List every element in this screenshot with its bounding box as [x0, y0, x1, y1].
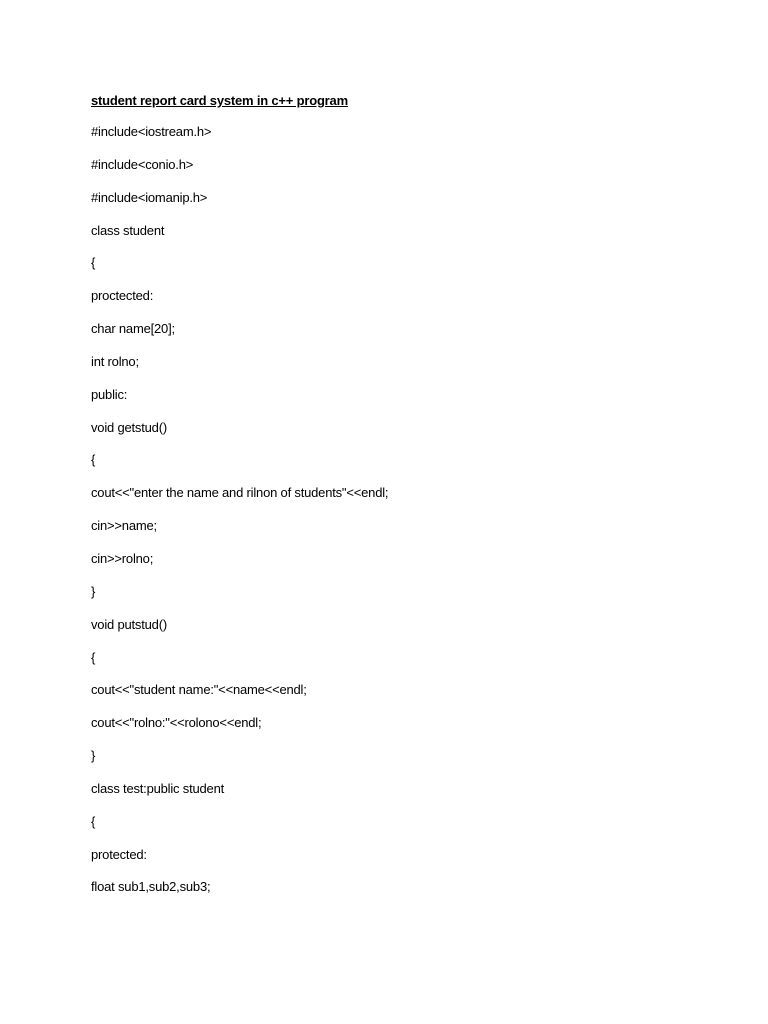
code-line: cout<<"rolno:"<<rolono<<endl; [91, 715, 262, 731]
code-line: } [91, 583, 96, 599]
code-line: cout<<"enter the name and rilnon of students"<<endl; [91, 485, 389, 501]
code-line: proctected: [91, 288, 154, 304]
code-line: int rolno; [91, 353, 139, 369]
code-line: cin>>name; [91, 518, 157, 534]
code-line: public: [91, 386, 128, 402]
code-line: protected: [91, 846, 147, 862]
code-line: cin>>rolno; [91, 550, 154, 566]
code-line: char name[20]; [91, 321, 175, 337]
code-line: { [91, 255, 96, 271]
code-line: #include<iostream.h> [91, 124, 212, 139]
code-line: float sub1,sub2,sub3; [91, 879, 211, 895]
code-line: { [91, 813, 96, 829]
code-listing [91, 124, 388, 912]
code-line: { [91, 649, 96, 665]
code-line: class test:public student [91, 780, 225, 796]
code-line: } [91, 748, 96, 764]
document-title: student report card system in c++ program [91, 93, 348, 108]
code-line: #include<conio.h> [91, 156, 194, 172]
code-line: { [91, 452, 96, 468]
code-line: void getstud() [91, 419, 167, 435]
code-line: #include<iomanip.h> [91, 189, 208, 205]
code-line: class student [91, 222, 165, 238]
code-line: cout<<"student name:"<<name<<endl; [91, 682, 307, 698]
code-line: void putstud() [91, 616, 167, 632]
